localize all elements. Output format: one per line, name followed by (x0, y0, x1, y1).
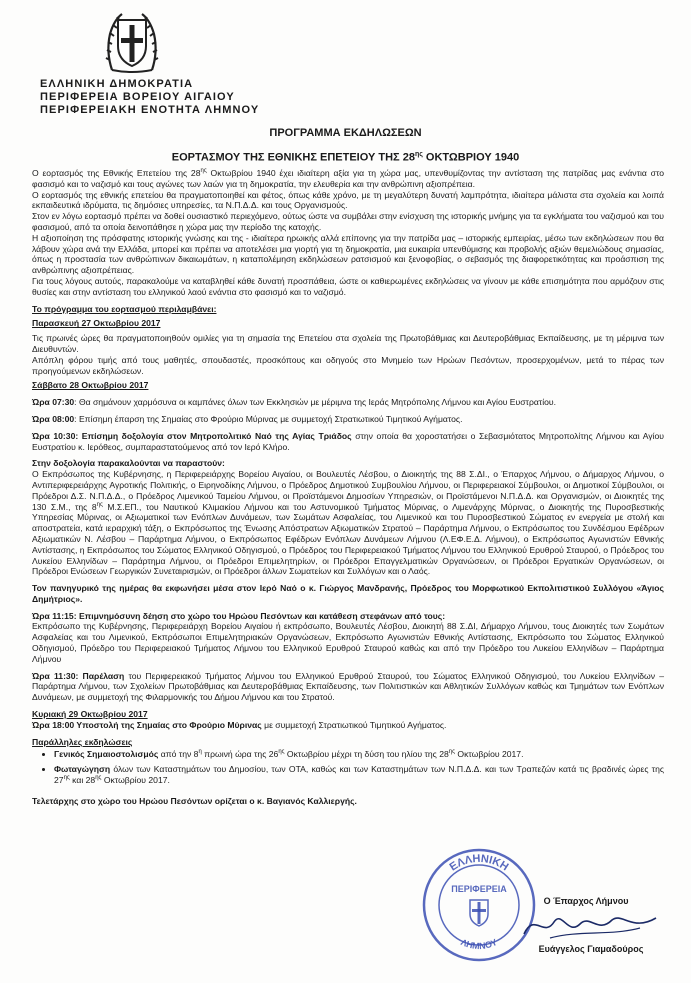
parallel-events-list (32, 749, 664, 785)
intro-paragraph-4: Η αξιοποίηση της πρόσφατης ιστορικής γνώσης και της - ιδιαίτερα ηρωικής αλλά επίπονης για την πατρίδα μας – ιστορικής εμπειρίας, μέσω των εκδηλώσεων που θα λάβουν χώρα ανά την Ελλάδα, μπορεί και πρέπει να αποτελέσει μια γιορτή για τη δημοκρατία, μια ευκαιρία υπενθύμισης και προβολής αξιών θεμελιώδους σημασίας, όπως η προστασία των ανθρώπινων δικαιωμάτων, η καταπολέμηση εκδηλώσεων ρατσισμού και ξενοφοβίας, ο σεβασμός της διαφορετικότητας και προάσπιση της ανθρώπινης αξιοπρέπειας. (32, 232, 664, 276)
stamp-bottom-text: ΛΗΜΝΟΥ (459, 936, 499, 952)
issuer-header (40, 78, 259, 117)
saturday-event-0800: Ώρα 08:00: Επίσημη έπαρση της Σημαίας στο Φρούριο Μύρινας με συμμετοχή Στρατιωτικού Τιμητικού Αγήματος. (32, 413, 463, 424)
list-item: • Φωταγώγηση όλων των Καταστημάτων του Δημοσίου, των ΟΤΑ, καθώς και των Καταστημάτων των Ν.Π.Δ.Δ. και των Τραπεζών κατά τις βραδινές ώρες της $27^{\eta\varsigma}$ και $28^{\eta\varsigma}$ Οκτωβρίου 2017. (54, 764, 664, 786)
saturday-event-1030: Ώρα 10:30: Επίσημη δοξολογία στον Μητροπολιτικό Ναό της Αγίας Τριάδος στην οποία θα χοροστατήσει ο Σεβασμιότατος Μητροπολίτης Λήμνου και Αγίου Ευστρατίου κ. Ιερόθεος, συμπαραστατούμενος από τον Ιερό Κλήρο. (32, 430, 664, 452)
greek-coat-of-arms-icon (104, 12, 160, 74)
document-body (32, 168, 664, 807)
master-of-ceremonies-note: Τελετάρχης στο χώρο του Ηρώου Πεσόντων ορίζεται ο κ. Βαγιανός Καλλιεργής. (32, 795, 357, 806)
signature-name: Ευάγγελος Γιαμαδούρος (538, 944, 644, 954)
program-heading: Το πρόγραμμα του εορτασμού περιλαμβάνει: (32, 303, 217, 314)
stamp-middle-text: ΠΕΡΙΦΕΡΕΙΑ (451, 884, 507, 894)
svg-text:ΛΗΜΝΟΥ (459, 937, 498, 951)
friday-heading: Παρασκευή 27 Οκτωβρίου 2017 (32, 318, 161, 329)
stamp-top-text: ΕΛΛΗΝΙΚΗ (447, 852, 511, 874)
friday-paragraph-2: Απόπλη φόρου τιμής από τους μαθητές, σπουδαστές, προσκόπους και οδηγούς στο Μνημείο των Ηρώων Πεσόντων, προσερχομένων, μετά το πέρας των προηγούμενων εκδηλώσεων. (32, 354, 664, 376)
list-item: • Γενικός Σημαιοστολισμός από την $8^\eta$ πρωινή ώρα της $26^{\eta\varsigma}$ Οκτωβρίου μέχρι τη δύση του ηλίου της $28^{\eta\varsigma}$ Οκτωβρίου 2017. (54, 749, 664, 760)
attendees-list: Ο Εκπρόσωπος της Κυβέρνησης, η Περιφερειάρχης Βορείου Αιγαίου, οι Βουλευτές Λέσβου, ο Διοικητής της 88 Σ.ΔΙ., ο Έπαρχος Λήμνου, ο Δήμαρχος Λήμνου, ο Αντιπεριφερειάρχης Αγροτικής Πολιτικής, ο Ειρηνοδίκης Λήμνου, ο Πρόεδρος Δημοτικού Συμβουλίου Λήμνου, οι Περιφερειακοί Σύμβουλοι, οι Δημοτικοί Σύμβουλοι, οι Πρόεδροι Δ.Σ. Ν.Π.Δ.Δ., ο Πρόεδρος Λιμενικού Ταμείου Λήμνου, οι Προϊστάμενοι Δημοσίων Υπηρεσιών, οι Προϊστάμενοι Ν.Π.Δ.Δ. και Οργανισμών, οι Διοικητές της 130 Σ.Μ., της $8^{\eta\varsigma}$ Μ.Σ.ΕΠ., του Ναυτικού Κλιμακίου Λήμνου και του Αστυνομικού Τμήματος Μύρινας, ο Λιμενάρχης Μύρινας, ο Διοικητής της Πυροσβεστικής Υπηρεσίας Μύρινας, οι Αξιωματικοί των Ενόπλων Δυνάμεων, των Σωμάτων Ασφαλείας, του Λιμενικού και του Πυροσβεστικού Σώματος εν ενεργεία με στολή και αποστρατεία, κατά ιεραρχική τάξη, ο Εκπρόσωπος της Ένωσης Απόστρατων Αξιωματικών Στρατού – Παράρτημα Λήμνου, ο Εκπρόσωπος του Συνδέσμου Εφέδρων Αξιωματικών Ν. Λέσβου – Παράρτημα Λήμνου, ο Εκπρόσωπος Εφέδρων Ενόπλων Δυνάμεων Λήμνου (Λ.ΕΦ.Ε.Δ. Λήμνου), ο Εκπρόσωπος Αγωνιστών Εθνικής Αντίστασης, η Εκπρόσωπος του Σώματος Ελληνικού Οδηγισμού, ο Πρόεδρος του Περιφερειακού Τμήματος Λήμνου του Ελληνικού Ερυθρού Σταυρού, ο Πρόεδρος του Λυκείου Ελληνίδων – Παράρτημα Λήμνου, οι Πρόεδροι Επιμελητηρίων, οι Πρόεδροι Επαγγελματικών Οργανώσεων, οι Πρόεδροι Εργατικών Οργανώσεων, οι Πρόεδροι Ενώσεων Γεωργικών Συνεταιρισμών, οι Πρόεδροι άλλων Σωματείων και Συλλόγων και ο Λαός. (32, 469, 664, 577)
panegyric-note: Τον πανηγυρικό της ημέρας θα εκφωνήσει μέσα στον Ιερό Ναό ο κ. Γιώργος Μανδρανής, Πρόεδρος του Μορφωτικού Εκπολιτιστικού Συλλόγου «Άγιος Δημήτριος». (32, 583, 664, 604)
handwritten-signature-icon (520, 908, 660, 942)
intro-paragraph-5: Για τους λόγους αυτούς, παρακαλούμε να καταβληθεί κάθε δυνατή προσπάθεια, ώστε οι καθιερωμένες εκδηλώσεις να γίνουν με κάθε επισημότητα που αρμόζουν στις θυσίες και στην αντίσταση του ελληνικού λαού ενάντια στο φασισμό και το ναζισμό. (32, 275, 664, 297)
sunday-event-1800: Ώρα 18:00 Υποστολή της Σημαίας στο Φρούριο Μύρινας με συμμετοχή Στρατιωτικού Τιμητικού Αγήματος. (32, 719, 447, 730)
intro-paragraph-3: Στον εν λόγω εορτασμό πρέπει να δοθεί ουσιαστικό περιεχόμενο, ούτως ώστε να συμβάλει στην ενίσχυση της ιστορικής μνήμης για τα εγκλήματα του ναζισμού και του φασισμού, από τα οποία δεινοπάθησε η χώρα μας την περίοδο της κατοχής. (32, 211, 664, 232)
intro-paragraph-1: Ο εορτασμός της Εθνικής Επετείου της $28^{\eta\varsigma}$ Οκτωβρίου 1940 έχει ιδιαίτερη αξία για τη χώρα μας, υπενθυμίζοντας την αντίσταση της πατρίδας μας ενάντια στο φασισμό και το ναζισμό και τους αγώνες των λαών για τη δημοκρατία, την ελευθερία και την ανθρώπινη αξιοπρέπεια. (32, 168, 664, 189)
friday-paragraph-1: Τις πρωινές ώρες θα πραγματοποιηθούν ομιλίες για τη σημασία της Επετείου στα σχολεία της Πρωτοβάθμιας και Δευτεροβάθμιας Εκπαίδευσης, με τη μέριμνα των Διευθυντών. (32, 333, 664, 354)
saturday-event-0730: Ώρα 07:30: Θα σημάνουν χαρμόσυνα οι καμπάνες όλων των Εκκλησιών με μέριμνα της Ιεράς Μητρόπολης Λήμνου και Αγίου Ευστρατίου. (32, 397, 556, 408)
attendees-heading: Στην δοξολογία παρακαλούνται να παραστούν: (32, 458, 225, 469)
header-line-unit: ΠΕΡΙΦΕΡΕΙΑΚΗ ΕΝΟΤΗΤΑ ΛΗΜΝΟΥ (40, 104, 260, 116)
document-subtitle: ΕΟΡΤΑΣΜΟΥ ΤΗΣ ΕΘΝΙΚΗΣ ΕΠΕΤΕΙΟΥ ΤΗΣ $28^{\eta\varsigma}$ ΟΚΤΩΒΡΙΟΥ 1940 (171, 151, 520, 164)
document-title: ΠΡΟΓΡΑΜΜΑ ΕΚΔΗΛΩΣΕΩΝ (269, 127, 422, 139)
header-line-republic: ΕΛΛΗΝΙΚΗ ΔΗΜΟΚΡΑΤΙΑ (40, 78, 194, 90)
parallel-events-heading: Παράλληλες εκδηλώσεις (32, 736, 133, 747)
saturday-event-1130: Ώρα 11:30: Παρέλαση του Περιφερειακού Τμήματος Λήμνου του Ελληνικού Ερυθρού Σταυρού, του Σώματος Ελληνικού Οδηγισμού, του Λυκείου Ελληνίδων – Παράρτημα Λήμνου, των Σχολείων Πρωτοβάθμιας και Δευτεροβάθμιας Εκπαίδευσης, των Πολιτιστικών και Αθλητικών Συλλόγων καθώς και Τμημάτων των Ενόπλων Δυνάμεων, με συμμετοχή της Φιλαρμονικής του Δήμου Λήμνου και του Στρατού. (32, 670, 664, 703)
saturday-event-1115-text: Εκπρόσωπο της Κυβέρνησης, Περιφερειάρχη Βορείου Αιγαίου ή εκπρόσωπο, Βουλευτές Λέσβου, Διοικητή 88 Σ.ΔΙ, Δήμαρχο Λήμνου, τους Διοικητές των Σωμάτων Ασφαλείας και του Λιμενικού, Εκπρόσωποι Επιμελητηριακών Οργανώσεων, Εκπρόσωπο Αγωνιστών Εθνικής Αντίστασης, Εκπρόσωπο του Σώματος Ελληνικού Οδηγισμού, Πρόεδρο του Περιφερειακού Τμήματος Λήμνου του Ελληνικού Ερυθρού Σταυρού καθώς και από την Πρόεδρο του Λυκείου Ελληνίδων – Παράρτημα Λήμνου (32, 621, 664, 664)
header-line-region: ΠΕΡΙΦΕΡΕΙΑ ΒΟΡΕΙΟΥ ΑΙΓΑΙΟΥ (40, 91, 235, 103)
signature-role: Ο Έπαρχος Λήμνου (543, 896, 629, 906)
saturday-event-1115-heading: Ώρα 11:15: Επιμνημόσυνη δέηση στο χώρο του Ηρώου Πεσόντων και κατάθεση στεφάνων από τους: (32, 610, 446, 621)
saturday-heading: Σάββατο 28 Οκτωβρίου 2017 (32, 380, 149, 391)
intro-paragraph-2: Ο εορτασμός της εθνικής επετείου θα πραγματοποιηθεί και φέτος, όπως κάθε χρόνο, με τη μεγαλύτερη δυνατή λαμπρότητα, ιδιαίτερα μάλιστα στα σχολεία και λοιπά εκπαιδευτικά ιδρύματα, τις δημόσιες υπηρεσίες, τα Ν.Π.Δ.Δ. και τους Οργανισμούς. (32, 189, 664, 211)
sunday-heading: Κυριακή 29 Οκτωβρίου 2017 (32, 709, 148, 720)
